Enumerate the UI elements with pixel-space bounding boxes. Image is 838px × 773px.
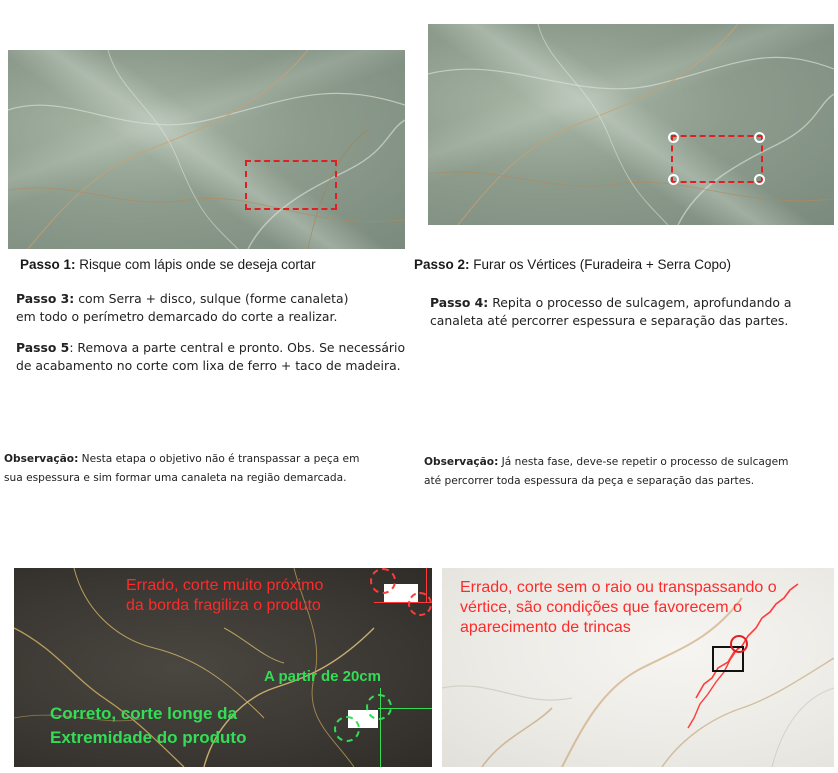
wrong-cut-line1: Errado, corte muito próximo — [126, 577, 324, 594]
edge-guide-line — [426, 568, 427, 602]
dark-marble-image — [14, 568, 432, 767]
dashed-circle-icon — [366, 694, 392, 720]
correct-cut-line1: Correto, corte longe da — [50, 704, 238, 723]
marble-veins — [8, 50, 405, 249]
distance-guide-line — [378, 708, 432, 709]
crack-warning-line2: vértice, são condições que favorecem o — [460, 599, 742, 616]
step3-line1: com Serra + disco, sulque (forme canaleta) — [74, 291, 349, 306]
step5-line2: de acabamento no corte com lixa de ferro + taco de madeira. — [16, 358, 401, 373]
vertex-hole-icon — [754, 174, 765, 185]
step1-label: Passo 1: — [20, 257, 76, 272]
observation-right-line2: até percorrer toda espessura da peça e separação das partes. — [424, 475, 755, 487]
step5-text-block — [16, 339, 405, 375]
dashed-circle-icon — [334, 716, 360, 742]
marble-veins — [428, 24, 834, 225]
step4-line2: canaleta até percorrer espessura e separação das partes. — [430, 313, 789, 328]
vertex-hole-icon — [668, 174, 679, 185]
dashed-circle-icon — [370, 568, 396, 594]
crack-warning-line3: aparecimento de trincas — [460, 619, 631, 636]
step3-text-block — [16, 290, 348, 326]
step2-text: Furar os Vértices (Furadeira + Serra Copo) — [469, 257, 732, 272]
observation-left-line2: sua espessura e sim formar uma canaleta na região demarcada. — [4, 472, 347, 484]
step4-line1: Repita o processo de sulcagem, aprofundando a — [488, 295, 792, 310]
white-marble-image — [442, 568, 834, 767]
step3-line2: em todo o perímetro demarcado do corte a realizar. — [16, 309, 338, 324]
observation-left — [4, 450, 359, 488]
correct-cut-note — [50, 702, 246, 750]
vertex-hole-icon — [668, 132, 679, 143]
crack-warning — [460, 578, 777, 638]
step3-label: Passo 3: — [16, 291, 75, 306]
cut-outline-dashed — [245, 160, 337, 210]
wrong-cut-line2: da borda fragiliza o produto — [126, 597, 321, 614]
step4-label: Passo 4: — [430, 295, 489, 310]
observation-right-line1: Já nesta fase, deve-se repetir o processo de sulcagem — [498, 456, 789, 468]
step5-line1: : Remova a parte central e pronto. Obs. Se necessário — [69, 340, 406, 355]
distance-label: A partir de 20cm — [264, 668, 381, 685]
distance-guide-line — [380, 688, 381, 767]
step2-caption — [414, 257, 731, 272]
cut-outline-dashed — [671, 135, 763, 183]
step1-text: Risque com lápis onde se deseja cortar — [75, 257, 316, 272]
observation-left-label: Observação: — [4, 453, 79, 465]
correct-cut-line2: Extremidade do produto — [50, 728, 247, 747]
step1-caption — [20, 257, 316, 272]
edge-guide-line — [374, 602, 432, 603]
dashed-circle-icon — [408, 592, 432, 616]
vertex-hole-icon — [754, 132, 765, 143]
wrong-cut-warning — [126, 576, 323, 616]
step2-label: Passo 2: — [414, 257, 470, 272]
step5-label: Passo 5 — [16, 340, 70, 355]
crack-warning-line1: Errado, corte sem o raio ou transpassando o — [460, 579, 777, 596]
observation-right-label: Observação: — [424, 456, 499, 468]
step1-marble-image — [8, 50, 405, 249]
observation-left-line1: Nesta etapa o objetivo não é transpassar a peça em — [78, 453, 360, 465]
step4-text-block — [430, 294, 791, 330]
observation-right — [424, 453, 788, 491]
step2-marble-image — [428, 24, 834, 225]
